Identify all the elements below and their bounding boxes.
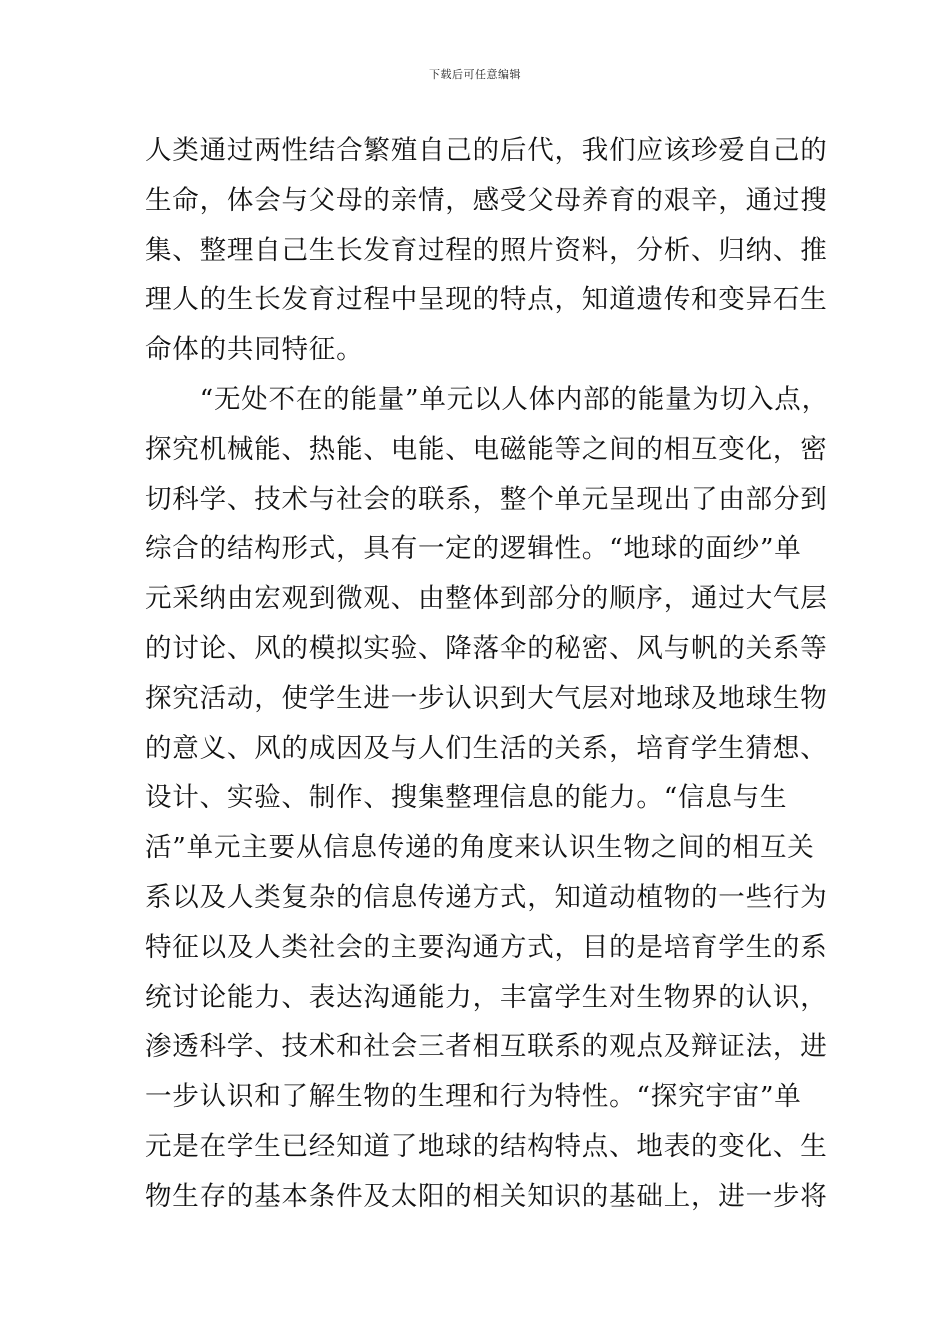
text-line: “无处不在的能量”单元以人体内部的能量为切入点， [145,383,829,415]
text-line: 的讨论、风的模拟实验、降落伞的秘密、风与帆的关系等 [145,632,828,664]
text-line: 探究机械能、热能、电能、电磁能等之间的相互变化，密 [145,433,828,465]
text-line: 活”单元主要从信息传递的角度来认识生物之间的相互关 [145,832,815,864]
text-line: 系以及人类复杂的信息传递方式，知道动植物的一些行为 [145,881,828,913]
text-line: 一步认识和了解生物的生理和行为特性。“探究宇宙”单 [145,1081,802,1113]
text-line: 渗透科学、技术和社会三者相互联系的观点及辩证法，进 [145,1031,828,1063]
text-line: 生命，体会与父母的亲情，感受父母养育的艰辛，通过搜 [145,184,828,216]
document-body [145,130,829,1226]
text-line: 的意义、风的成因及与人们生活的关系，培育学生猜想、 [145,732,828,764]
text-line: 命体的共同特征。 [145,334,364,366]
text-line: 特征以及人类社会的主要沟通方式，目的是培育学生的系 [145,931,828,963]
text-line: 人类通过两性结合繁殖自己的后代，我们应该珍爱自己的 [145,135,828,166]
text-line: 切科学、技术与社会的联系，整个单元呈现出了由部分到 [145,483,828,515]
text-line: 物生存的基本条件及太阳的相关知识的基础上，进一步将 [145,1180,828,1212]
text-line: 元是在学生已经知道了地球的结构特点、地表的变化、生 [145,1130,828,1162]
text-line: 理人的生长发育过程中呈现的特点，知道遗传和变异石生 [145,284,828,316]
text-line: 元采纳由宏观到微观、由整体到部分的顺序，通过大气层 [145,583,828,615]
page-header: 下载后可任意编辑 [429,68,521,81]
text-line: 设计、实验、制作、搜集整理信息的能力。“信息与生 [145,782,788,814]
text-line: 综合的结构形式，具有一定的逻辑性。“地球的面纱”单 [145,533,802,565]
text-line: 探究活动，使学生进一步认识到大气层对地球及地球生物 [145,682,828,714]
text-line: 统讨论能力、表达沟通能力，丰富学生对生物界的认识， [145,981,828,1013]
text-line: 集、整理自己生长发育过程的照片资料，分析、归纳、推 [145,234,828,266]
